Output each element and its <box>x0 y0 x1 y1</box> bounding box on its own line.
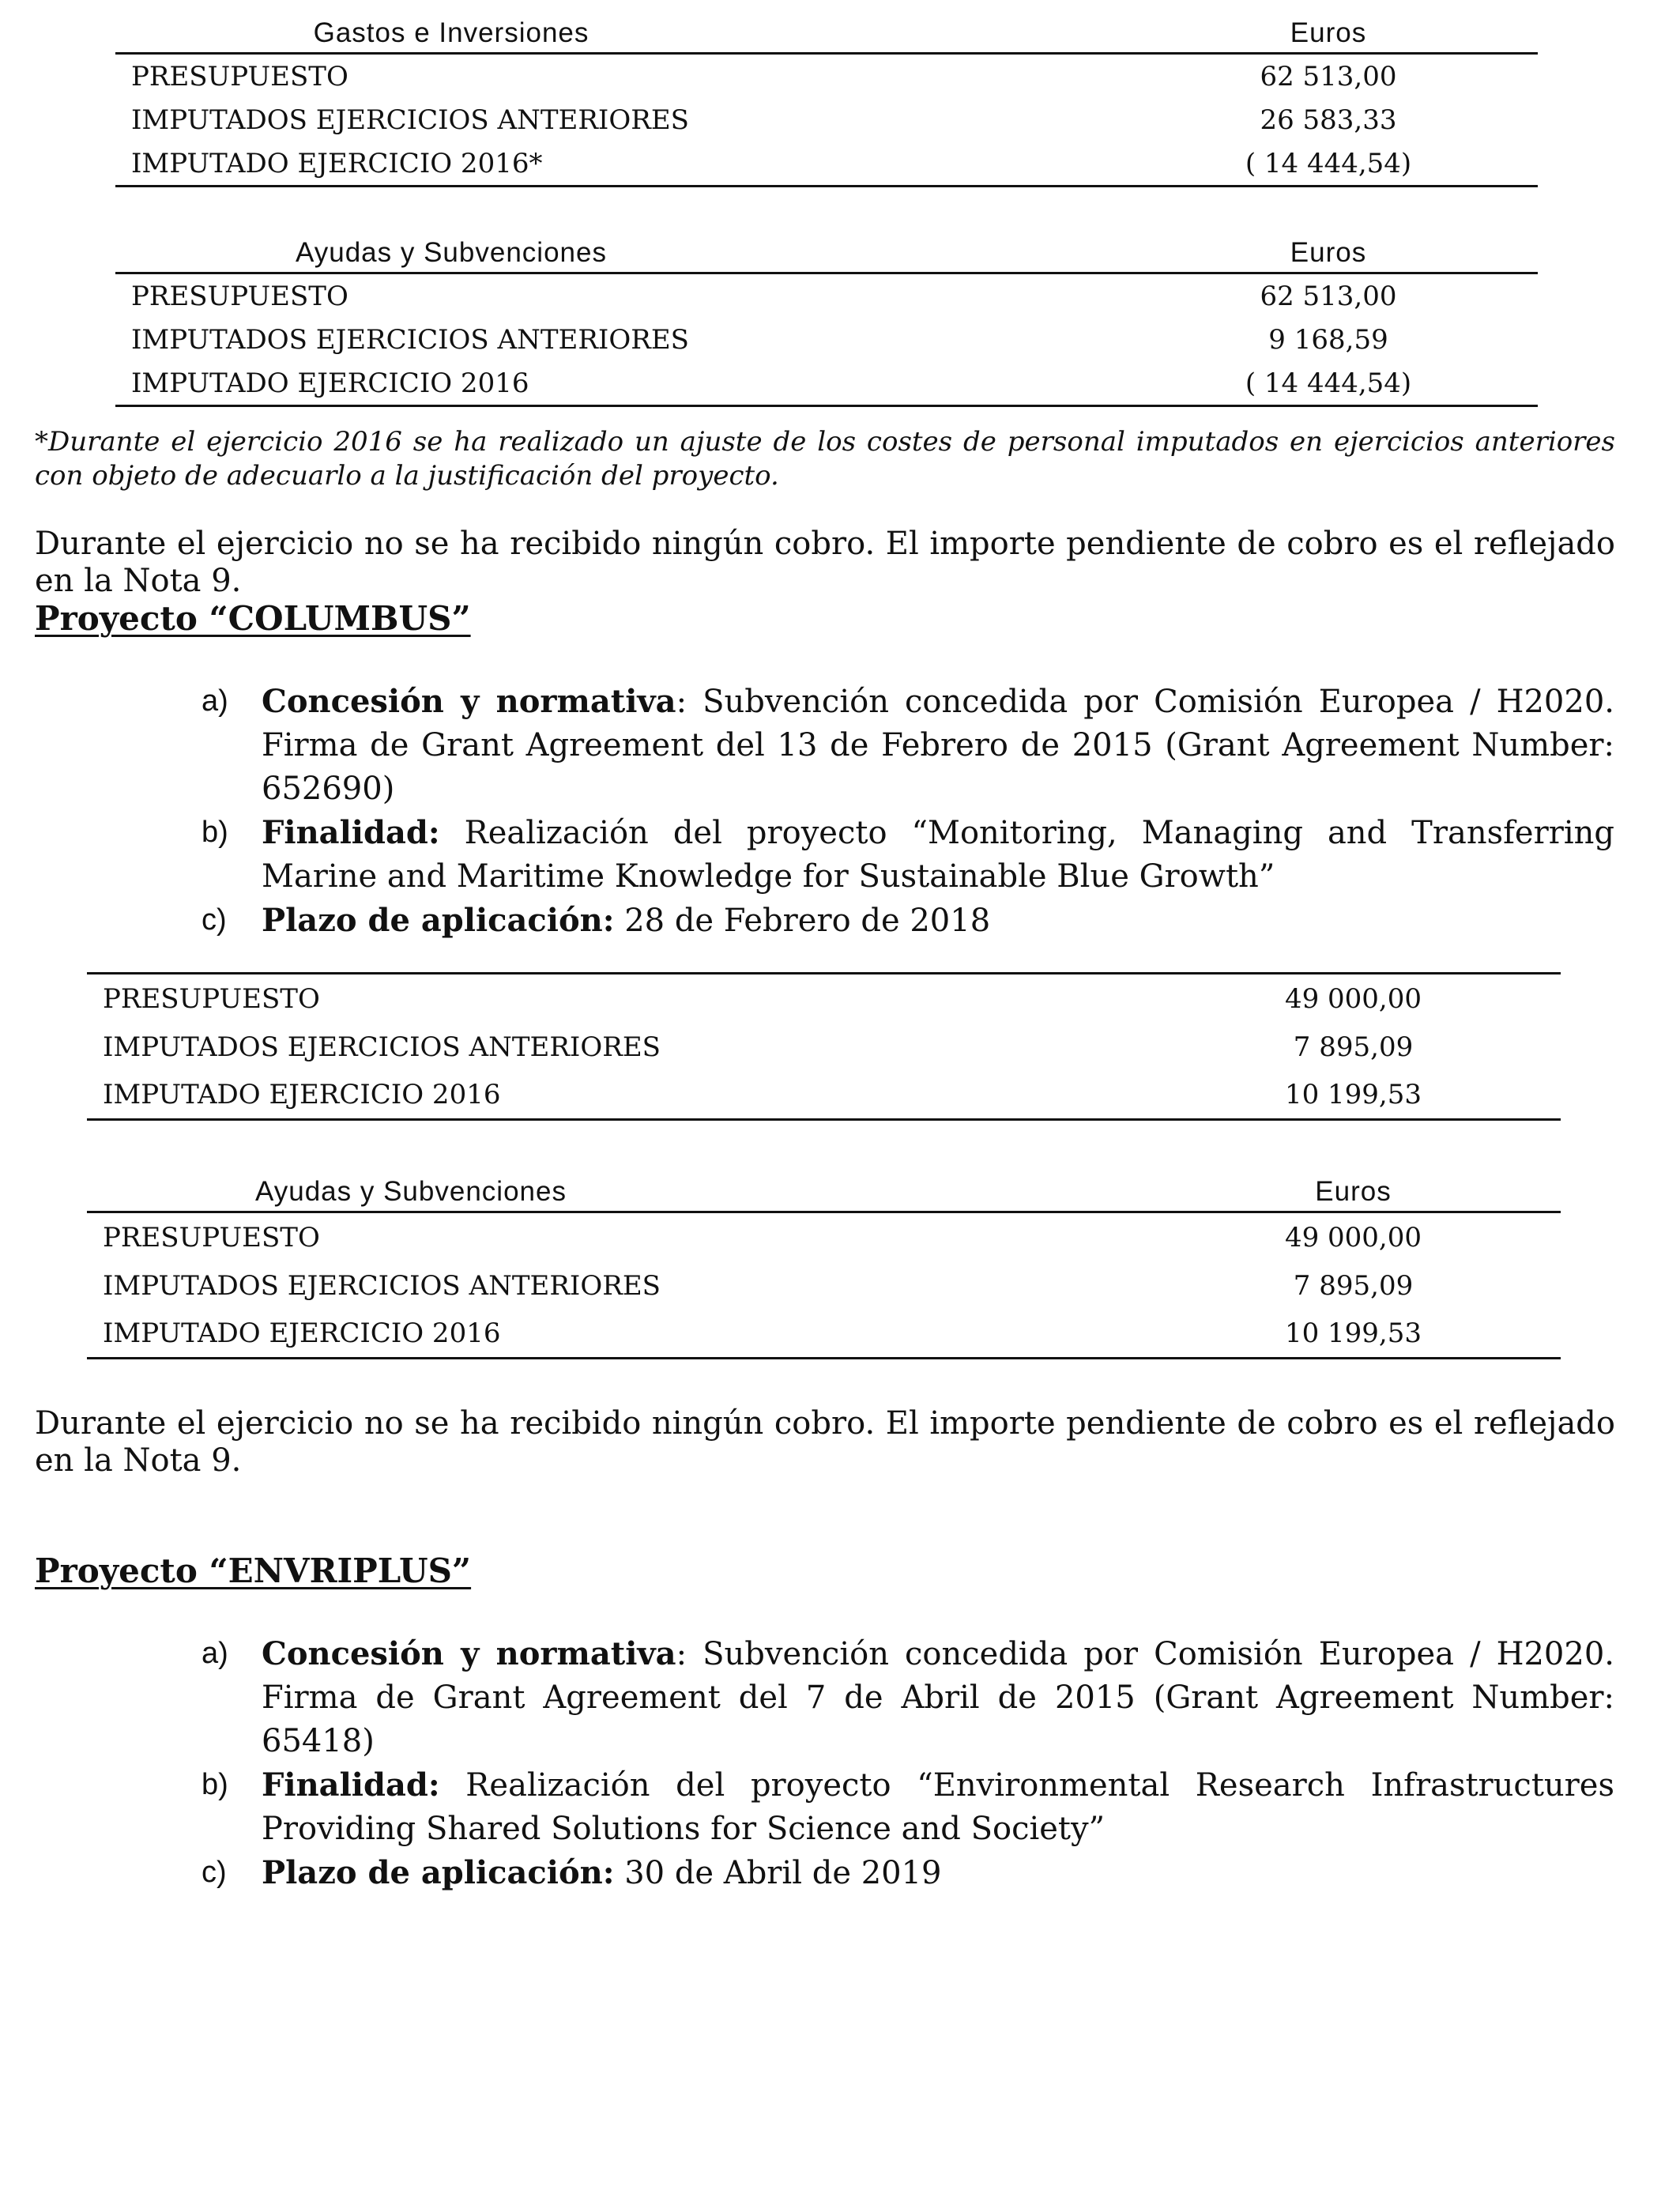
table-row <box>115 98 1538 141</box>
table-row <box>87 974 1561 1024</box>
table-row <box>115 54 1538 99</box>
columbus-list <box>202 680 1614 943</box>
envriplus-list <box>202 1632 1614 1895</box>
row-value: 49 000,00 <box>1146 974 1561 1024</box>
item-title: Plazo de aplicación: <box>262 902 615 939</box>
table-row <box>87 1071 1561 1120</box>
list-item <box>202 1763 1614 1851</box>
table-header-concept: Gastos e Inversiones <box>313 17 590 48</box>
item-text: 30 de Abril de 2019 <box>614 1855 942 1891</box>
item-text: : Subvención concedida por Comisión Europea / H2020. Firma de Grant Agreement del 7 de Abril de 2015 (Grant Agreement Number: 65418) <box>262 1636 1614 1759</box>
row-label: IMPUTADOS EJERCICIOS ANTERIORES <box>131 323 689 356</box>
table-header-euros: Euros <box>1290 17 1367 48</box>
list-item <box>202 899 1614 943</box>
list-item <box>202 680 1614 811</box>
table-row <box>87 1310 1561 1359</box>
table-row <box>115 361 1538 406</box>
item-title: Plazo de aplicación: <box>262 1854 615 1891</box>
row-value: 10 199,53 <box>1146 1071 1561 1120</box>
table-header-euros: Euros <box>1315 1176 1392 1207</box>
table-row <box>115 141 1538 187</box>
table-row <box>87 1023 1561 1071</box>
list-marker: a) <box>202 684 228 718</box>
list-marker: b) <box>202 1768 228 1801</box>
list-marker: a) <box>202 1637 228 1670</box>
row-label: IMPUTADO EJERCICIO 2016 <box>87 1310 1146 1359</box>
table-header-euros: Euros <box>1290 237 1367 268</box>
table-header-concept: Ayudas y Subvenciones <box>255 1176 567 1207</box>
row-label: IMPUTADO EJERCICIO 2016 <box>87 1071 1146 1120</box>
row-value: 7 895,09 <box>1293 1270 1414 1302</box>
section-heading-columbus: Proyecto “COLUMBUS” <box>35 599 471 638</box>
table-header-concept: Ayudas y Subvenciones <box>296 237 607 268</box>
row-value: 9 168,59 <box>1268 323 1388 356</box>
row-value: 49 000,00 <box>1284 1222 1422 1253</box>
row-label: IMPUTADOS EJERCICIOS ANTERIORES <box>103 1270 661 1302</box>
item-text: 28 de Febrero de 2018 <box>614 903 991 939</box>
row-label: PRESUPUESTO <box>131 60 348 92</box>
paragraph-cobro: Durante el ejercicio no se ha recibido ningún cobro. El importe pendiente de cobro es el reflejado en la Nota 9. <box>35 526 1615 599</box>
item-title: Concesión y normativa <box>262 1635 676 1672</box>
row-value: 10 199,53 <box>1146 1310 1561 1359</box>
columbus-ayudas-table <box>87 1168 1561 1359</box>
table-row <box>87 1262 1561 1310</box>
item-text: Realización del proyecto “Environmental Research Infrastructures Providing Shared Solutions for Science and Society” <box>262 1767 1614 1847</box>
ayudas-subvenciones-table <box>115 229 1538 407</box>
item-title: Finalidad: <box>262 1766 440 1804</box>
row-value: 26 583,33 <box>1260 104 1397 136</box>
list-item <box>202 1632 1614 1763</box>
row-label: IMPUTADO EJERCICIO 2016* <box>115 141 1119 187</box>
table-header-row <box>115 229 1538 273</box>
item-text: : Subvención concedida por Comisión Europea / H2020. Firma de Grant Agreement del 13 de Febrero de 2015 (Grant Agreement Number: 652690) <box>262 684 1614 807</box>
table-row <box>115 318 1538 361</box>
row-label: PRESUPUESTO <box>131 280 348 312</box>
row-value: ( 14 444,54) <box>1119 361 1538 406</box>
gastos-inversiones-table <box>115 9 1538 187</box>
columbus-budget-table <box>87 972 1561 1121</box>
row-label: PRESUPUESTO <box>103 1222 320 1253</box>
list-item <box>202 811 1614 899</box>
item-text: Realización del proyecto “Monitoring, Managing and Transferring Marine and Maritime Knowledge for Sustainable Blue Growth” <box>262 815 1614 895</box>
footnote: *Durante el ejercicio 2016 se ha realizado un ajuste de los costes de personal imputados en ejercicios anteriores con objeto de adecuarlo a la justificación del proyecto. <box>35 426 1615 492</box>
row-label: PRESUPUESTO <box>87 974 1146 1024</box>
row-value: 62 513,00 <box>1260 60 1397 92</box>
row-label: IMPUTADOS EJERCICIOS ANTERIORES <box>103 1031 661 1063</box>
row-label: IMPUTADOS EJERCICIOS ANTERIORES <box>131 104 689 136</box>
list-item <box>202 1851 1614 1895</box>
table-row <box>87 1212 1561 1263</box>
table-header-row <box>87 1168 1561 1212</box>
row-value: ( 14 444,54) <box>1119 141 1538 187</box>
item-title: Finalidad: <box>262 814 440 851</box>
row-value: 62 513,00 <box>1260 280 1397 312</box>
row-label: IMPUTADO EJERCICIO 2016 <box>115 361 1119 406</box>
row-value: 7 895,09 <box>1293 1031 1414 1063</box>
table-row <box>115 273 1538 319</box>
item-title: Concesión y normativa <box>262 683 676 720</box>
table-header-row <box>115 9 1538 54</box>
list-marker: c) <box>202 1856 227 1889</box>
paragraph-cobro-columbus: Durante el ejercicio no se ha recibido ningún cobro. El importe pendiente de cobro es el reflejado en la Nota 9. <box>35 1405 1615 1479</box>
section-heading-envriplus: Proyecto “ENVRIPLUS” <box>35 1551 472 1590</box>
list-marker: b) <box>202 816 228 849</box>
list-marker: c) <box>202 903 227 937</box>
